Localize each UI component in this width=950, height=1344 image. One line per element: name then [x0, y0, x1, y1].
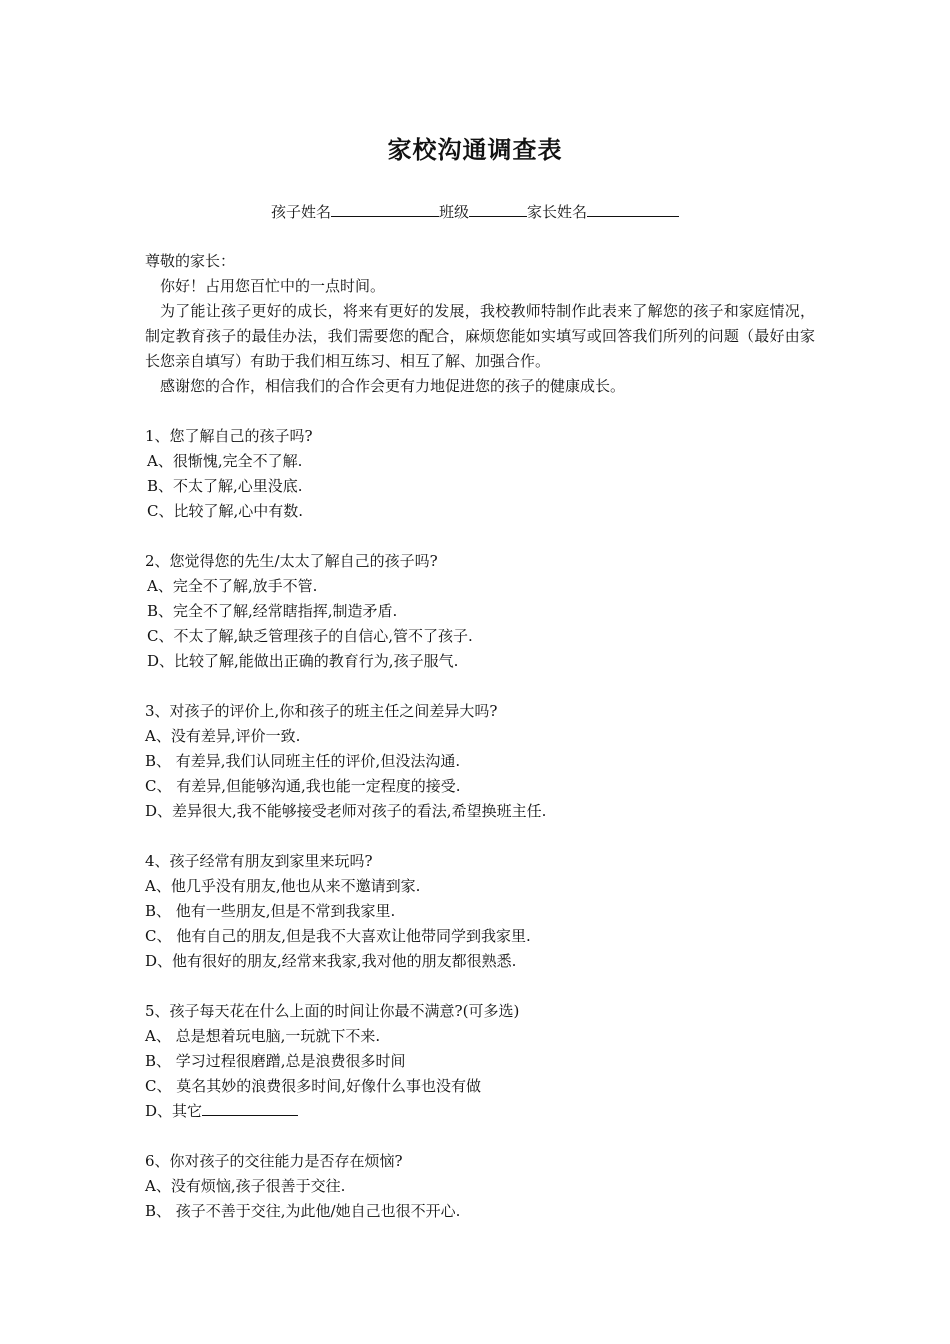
option-c[interactable]: C、 莫名其妙的浪费很多时间,好像什么事也没有做	[145, 1077, 482, 1095]
other-blank[interactable]	[202, 1099, 298, 1116]
child-name-label: 孩子姓名	[270, 203, 331, 221]
parent-name-blank[interactable]	[587, 200, 679, 217]
question-5	[145, 999, 815, 1124]
option-d-label: D、其它	[145, 1102, 203, 1120]
child-name-blank[interactable]	[331, 200, 439, 217]
question-6	[145, 1149, 815, 1224]
question-1	[145, 424, 815, 524]
question-text: 4、孩子经常有朋友到家里来玩吗?	[145, 852, 373, 870]
option-c[interactable]: C、不太了解,缺乏管理孩子的自信心,管不了孩子.	[147, 627, 473, 645]
question-text: 6、你对孩子的交往能力是否存在烦恼?	[145, 1152, 403, 1170]
option-c[interactable]: C、 他有自己的朋友,但是我不大喜欢让他带同学到我家里.	[145, 927, 531, 945]
option-a[interactable]: A、没有烦恼,孩子很善于交往.	[145, 1177, 346, 1195]
question-4	[145, 849, 815, 974]
question-text: 3、对孩子的评价上,你和孩子的班主任之间差异大吗?	[145, 702, 498, 720]
option-a[interactable]: A、完全不了解,放手不管.	[147, 577, 318, 595]
option-b[interactable]: B、不太了解,心里没底.	[147, 477, 303, 495]
intro-line-1: 你好！占用您百忙中的一点时间。	[160, 277, 386, 295]
option-a[interactable]: A、没有差异,评价一致.	[145, 727, 301, 745]
option-d[interactable]	[145, 1099, 815, 1124]
intro-paragraph: 为了能让孩子更好的成长，将来有更好的发展，我校教师特制作此表来了解您的孩子和家庭情况，制定教育孩子的最佳办法，我们需要您的配合，麻烦您能如实填写或回答我们所列的问题（最好由家长您亲自填写）有助于我们相互练习、相互了解、加强合作。	[145, 302, 815, 370]
question-text: 1、您了解自己的孩子吗?	[145, 427, 313, 445]
class-label: 班级	[438, 203, 469, 221]
class-blank[interactable]	[469, 200, 527, 217]
option-a[interactable]: A、 总是想着玩电脑,一玩就下不来.	[145, 1027, 381, 1045]
option-b[interactable]: B、 他有一些朋友,但是不常到我家里.	[145, 902, 396, 920]
info-line	[0, 200, 950, 223]
option-b[interactable]: B、 有差异,我们认同班主任的评价,但没法沟通.	[145, 752, 461, 770]
option-b[interactable]: B、 学习过程很磨蹭,总是浪费很多时间	[145, 1052, 406, 1070]
parent-name-label: 家长姓名	[527, 203, 588, 221]
question-2	[145, 549, 815, 674]
greeting: 尊敬的家长：	[145, 252, 236, 270]
question-text: 2、您觉得您的先生/太太了解自己的孩子吗?	[145, 552, 438, 570]
option-c[interactable]: C、 有差异,但能够沟通,我也能一定程度的接受.	[145, 777, 461, 795]
intro-thanks: 感谢您的合作，相信我们的合作会更有力地促进您的孩子的健康成长。	[160, 377, 626, 395]
survey-body	[145, 249, 815, 1224]
option-c[interactable]: C、比较了解,心中有数.	[147, 502, 304, 520]
option-d[interactable]: D、他有很好的朋友,经常来我家,我对他的朋友都很熟悉.	[145, 952, 517, 970]
question-text: 5、孩子每天花在什么上面的时间让你最不满意?(可多选)	[145, 1002, 520, 1020]
option-d[interactable]: D、差异很大,我不能够接受老师对孩子的看法,希望换班主任.	[145, 802, 547, 820]
page-title: 家校沟通调查表	[387, 135, 563, 164]
question-3	[145, 699, 815, 824]
option-a[interactable]: A、他几乎没有朋友,他也从来不邀请到家.	[145, 877, 421, 895]
option-d[interactable]: D、比较了解,能做出正确的教育行为,孩子服气.	[147, 652, 459, 670]
option-b[interactable]: B、完全不了解,经常瞎指挥,制造矛盾.	[147, 602, 398, 620]
option-b[interactable]: B、 孩子不善于交往,为此他/她自己也很不开心.	[145, 1202, 461, 1220]
option-a[interactable]: A、很惭愧,完全不了解.	[147, 452, 303, 470]
